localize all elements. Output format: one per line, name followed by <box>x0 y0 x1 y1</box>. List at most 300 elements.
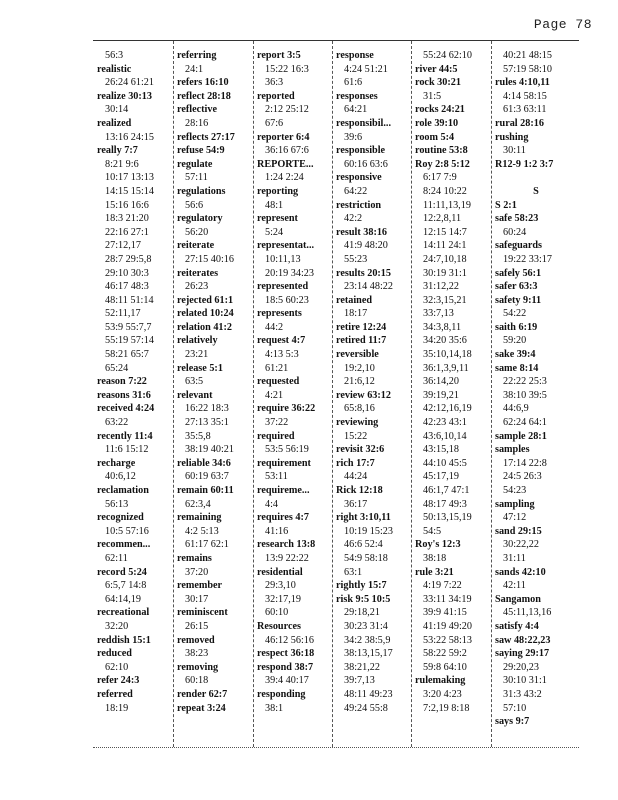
index-term: restriction <box>336 199 382 211</box>
index-reference: 42:11 <box>503 580 526 592</box>
index-reference: 37:20 <box>185 566 209 578</box>
index-reference: 35:10,14,18 <box>423 349 472 361</box>
index-term: result 38:16 <box>336 226 388 238</box>
index-term: refers 16:10 <box>177 77 229 89</box>
index-term: reflects 27:17 <box>177 131 235 143</box>
index-reference: 55:23 <box>344 253 368 265</box>
index-reference: 56:13 <box>105 498 129 510</box>
index-reference: 6:5,7 14:8 <box>105 580 147 592</box>
index-reference: 22:16 27:1 <box>105 226 149 238</box>
index-term: sand 29:15 <box>495 525 542 537</box>
index-term: responsive <box>336 172 382 184</box>
index-reference: 41:16 <box>265 525 289 537</box>
index-term: S 2:1 <box>495 199 517 211</box>
index-term: reiterates <box>177 267 219 279</box>
index-term: responsibil... <box>336 117 392 129</box>
index-term: safer 63:3 <box>495 281 538 293</box>
index-term: reduced <box>97 648 132 660</box>
index-term: request 4:7 <box>257 335 306 347</box>
index-term: rocks 24:21 <box>415 104 465 116</box>
index-term: respond 38:7 <box>257 661 314 673</box>
index-term: reminiscent <box>177 607 228 619</box>
index-reference: 36:14,20 <box>423 376 459 388</box>
index-term: recharge <box>97 457 136 469</box>
index-reference: 22:22 25:3 <box>503 376 547 388</box>
index-column <box>257 49 331 715</box>
index-reference: 61:17 62:1 <box>185 539 229 551</box>
index-reference: 60:24 <box>503 226 527 238</box>
index-term: safeguards <box>495 240 542 252</box>
index-reference: 8:24 10:22 <box>423 185 467 197</box>
index-reference: 29:3,10 <box>265 580 296 592</box>
index-reference: 34:20 35:6 <box>423 335 467 347</box>
index-term: representat... <box>257 240 315 252</box>
index-reference: 60:19 63:7 <box>185 471 229 483</box>
index-reference: 64:14,19 <box>105 593 141 605</box>
index-reference: 28:7 29:5,8 <box>105 253 152 265</box>
index-reference: 12:15 14:7 <box>423 226 467 238</box>
index-reference: 4:24 51:21 <box>344 63 388 75</box>
index-term: regulate <box>177 158 213 170</box>
index-term: reflective <box>177 104 217 116</box>
index-term: removing <box>177 661 219 673</box>
index-term: samples <box>495 444 530 456</box>
index-term: review 63:12 <box>336 389 391 401</box>
index-reference: 65:8,16 <box>344 403 375 415</box>
index-reference: 60:10 <box>265 607 289 619</box>
index-reference: 54:9 58:18 <box>344 552 388 564</box>
index-reference: 11:6 15:12 <box>105 444 149 456</box>
index-term: reasons 31:6 <box>97 389 151 401</box>
index-term: referred <box>97 688 133 700</box>
index-reference: 24:7,10,18 <box>423 253 467 265</box>
index-term: responses <box>336 90 378 102</box>
index-reference: 1:24 2:24 <box>265 172 304 184</box>
index-term: relation 41:2 <box>177 321 232 333</box>
index-term: recognized <box>97 512 144 524</box>
index-term: reported <box>257 90 295 102</box>
index-reference: 16:22 18:3 <box>185 403 229 415</box>
index-term: sands 42:10 <box>495 566 546 578</box>
index-term: requested <box>257 376 300 388</box>
index-term: saying 29:17 <box>495 648 550 660</box>
index-term: same 8:14 <box>495 362 539 374</box>
index-term: require 36:22 <box>257 403 316 415</box>
index-reference: 53:22 58:13 <box>423 634 472 646</box>
index-term: revisit 32:6 <box>336 444 385 456</box>
index-reference: 30:17 <box>185 593 209 605</box>
index-reference: 18:19 <box>105 702 129 714</box>
index-reference: 36:17 <box>344 498 368 510</box>
index-reference: 23:14 48:22 <box>344 281 393 293</box>
index-reference: 44:10 45:5 <box>423 457 467 469</box>
index-reference: 64:21 <box>344 104 368 116</box>
index-column <box>415 49 490 715</box>
index-reference: 48:1 <box>265 199 284 211</box>
section-letter: S <box>533 185 539 197</box>
index-reference: 58:22 59:2 <box>423 648 467 660</box>
index-reference: 11:11,13,19 <box>423 199 471 211</box>
index-reference: 20:19 34:23 <box>265 267 314 279</box>
index-reference: 4:13 5:3 <box>265 349 299 361</box>
index-reference: 58:21 65:7 <box>105 349 149 361</box>
index-reference: 42:12,16,19 <box>423 403 472 415</box>
index-term: rule 3:21 <box>415 566 454 578</box>
index-reference: 7:2,19 8:18 <box>423 702 470 714</box>
index-term: Roy's 12:3 <box>415 539 461 551</box>
index-term: requireme... <box>257 485 310 496</box>
index-term: recommen... <box>97 539 151 551</box>
index-term: realized <box>97 117 132 129</box>
index-term: reporter 6:4 <box>257 131 310 143</box>
index-reference: 43:15,18 <box>423 444 459 456</box>
index-reference: 39:4 40:17 <box>265 675 309 687</box>
index-reference: 54:5 <box>423 525 442 537</box>
index-reference: 30:11 <box>503 145 526 157</box>
index-term: requirement <box>257 457 311 469</box>
index-term: R12-9 1:2 3:7 <box>495 158 554 170</box>
index-term: safely 56:1 <box>495 267 542 279</box>
index-reference: 38:23 <box>185 648 209 660</box>
index-reference: 59:8 64:10 <box>423 661 467 673</box>
index-reference: 13:9 22:22 <box>265 552 309 564</box>
index-term: reclamation <box>97 485 149 496</box>
index-term: reddish 15:1 <box>97 634 151 646</box>
index-reference: 26:15 <box>185 620 209 632</box>
index-reference: 4:2 5:13 <box>185 525 219 537</box>
index-term: reporting <box>257 185 299 197</box>
index-reference: 61:21 <box>265 362 289 374</box>
index-reference: 27:13 35:1 <box>185 417 229 429</box>
index-term: retained <box>336 294 373 306</box>
index-term: represents <box>257 308 302 320</box>
index-reference: 12:2,8,11 <box>423 213 462 225</box>
index-term: recreational <box>97 607 150 619</box>
index-reference: 32:3,15,21 <box>423 294 467 306</box>
index-reference: 8:21 9:6 <box>105 158 139 170</box>
index-term: relatively <box>177 335 218 347</box>
index-reference: 18:17 <box>344 308 368 320</box>
index-term: rushing <box>495 131 529 143</box>
index-reference: 31:11 <box>503 552 526 564</box>
index-reference: 44:24 <box>344 471 368 483</box>
index-term: reiterate <box>177 240 215 252</box>
index-term: retired 11:7 <box>336 335 387 347</box>
index-term: reversible <box>336 349 379 361</box>
index-reference: 13:16 24:15 <box>105 131 154 143</box>
index-term: really 7:7 <box>97 145 138 157</box>
index-reference: 40:21 48:15 <box>503 50 552 61</box>
index-reference: 35:5,8 <box>185 430 211 442</box>
index-reference: 42:23 43:1 <box>423 417 467 429</box>
index-reference: 49:24 55:8 <box>344 702 388 714</box>
index-term: related 10:24 <box>177 308 234 320</box>
index-term: required <box>257 430 295 442</box>
index-reference: 44:6,9 <box>503 403 529 415</box>
index-reference: 18:5 60:23 <box>265 294 309 306</box>
index-reference: 39:6 <box>344 131 363 143</box>
index-term: rulemaking <box>415 675 466 687</box>
index-term: record 5:24 <box>97 566 147 578</box>
index-reference: 36:16 67:6 <box>265 145 309 157</box>
index-term: received 4:24 <box>97 403 155 415</box>
index-reference: 37:22 <box>265 417 289 429</box>
index-reference: 61:6 <box>344 77 363 89</box>
index-reference: 39:7,13 <box>344 675 375 687</box>
index-term: render 62:7 <box>177 688 228 700</box>
index-reference: 53:9 55:7,7 <box>105 321 152 333</box>
index-reference: 60:18 <box>185 675 209 687</box>
index-reference: 4:14 58:15 <box>503 90 547 102</box>
index-reference: 30:14 <box>105 104 129 116</box>
index-reference: 38:18 <box>423 552 447 564</box>
index-reference: 32:17,19 <box>265 593 301 605</box>
index-reference: 55:24 62:10 <box>423 50 472 61</box>
index-reference: 46:12 56:16 <box>265 634 314 646</box>
index-term: recently 11:4 <box>97 430 153 442</box>
index-term: regulatory <box>177 213 223 225</box>
index-term: remain 60:11 <box>177 485 234 496</box>
index-term: sampling <box>495 498 535 510</box>
index-term: regulations <box>177 185 226 197</box>
index-reference: 4:21 <box>265 389 284 401</box>
index-reference: 10:11,13 <box>265 253 301 265</box>
index-reference: 36:3 <box>265 77 284 89</box>
index-reference: 63:22 <box>105 417 129 429</box>
index-reference: 2:12 25:12 <box>265 104 309 116</box>
index-term: realistic <box>97 63 132 75</box>
index-term: refer 24:3 <box>97 675 140 687</box>
index-term: referring <box>177 50 217 61</box>
index-reference: 45:11,13,16 <box>503 607 552 619</box>
index-reference: 33:11 34:19 <box>423 593 472 605</box>
index-reference: 29:20,23 <box>503 661 539 673</box>
index-reference: 19:22 33:17 <box>503 253 552 265</box>
index-reference: 62:24 64:1 <box>503 417 547 429</box>
index-term: Sangamon <box>495 593 541 605</box>
index-term: relevant <box>177 389 213 401</box>
index-reference: 14:15 15:14 <box>105 185 154 197</box>
index-reference: 24:5 26:3 <box>503 471 542 483</box>
index-term: reviewing <box>336 417 379 429</box>
index-term: rich 17:7 <box>336 457 375 469</box>
index-reference: 57:19 58:10 <box>503 63 552 75</box>
index-term: response <box>336 50 374 61</box>
index-reference: 64:22 <box>344 185 368 197</box>
index-reference: 54:22 <box>503 308 527 320</box>
index-reference: 48:11 51:14 <box>105 294 154 306</box>
index-reference: 23:21 <box>185 349 209 361</box>
index-term: rules 4:10,11 <box>495 77 550 89</box>
blank-line <box>495 171 577 185</box>
index-term: remaining <box>177 512 222 524</box>
index-term: reflect 28:18 <box>177 90 231 102</box>
index-reference: 34:2 38:5,9 <box>344 634 391 646</box>
index-term: Roy 2:8 5:12 <box>415 158 470 170</box>
index-reference: 5:24 <box>265 226 284 238</box>
index-term: risk 9:5 10:5 <box>336 593 391 605</box>
index-reference: 19:2,10 <box>344 362 375 374</box>
index-reference: 47:12 <box>503 512 527 524</box>
index-reference: 24:1 <box>185 63 204 75</box>
index-reference: 56:6 <box>185 199 204 211</box>
index-reference: 45:17,19 <box>423 471 459 483</box>
index-reference: 27:15 40:16 <box>185 253 234 265</box>
index-reference: 46:17 48:3 <box>105 281 149 293</box>
index-reference: 15:22 16:3 <box>265 63 309 75</box>
index-column <box>97 49 172 715</box>
index-reference: 31:12,22 <box>423 281 459 293</box>
index-reference: 26:23 <box>185 281 209 293</box>
index-reference: 10:19 15:23 <box>344 525 393 537</box>
index-reference: 31:3 43:2 <box>503 688 542 700</box>
index-reference: 15:16 16:6 <box>105 199 149 211</box>
index-reference: 38:1 <box>265 702 284 714</box>
index-term: right 3:10,11 <box>336 512 391 524</box>
index-reference: 57:11 <box>185 172 208 184</box>
index-reference: 31:5 <box>423 90 442 102</box>
index-reference: 30:10 31:1 <box>503 675 547 687</box>
index-term: requires 4:7 <box>257 512 309 524</box>
index-reference: 34:3,8,11 <box>423 321 462 333</box>
index-reference: 48:17 49:3 <box>423 498 467 510</box>
index-reference: 4:19 7:22 <box>423 580 462 592</box>
index-reference: 15:22 <box>344 430 368 442</box>
index-term: rightly 15:7 <box>336 580 387 592</box>
index-term: represent <box>257 213 298 225</box>
word-index <box>93 41 579 747</box>
index-term: satisfy 4:4 <box>495 620 539 632</box>
index-term: safety 9:11 <box>495 294 542 306</box>
index-term: sake 39:4 <box>495 349 536 361</box>
index-reference: 18:3 21:20 <box>105 213 149 225</box>
index-column <box>336 49 410 715</box>
index-term: realize 30:13 <box>97 90 152 102</box>
index-reference: 28:16 <box>185 117 209 129</box>
index-term: rejected 61:1 <box>177 294 234 306</box>
index-reference: 41:9 48:20 <box>344 240 388 252</box>
index-reference: 54:23 <box>503 485 527 496</box>
index-reference: 42:2 <box>344 213 363 225</box>
index-term: removed <box>177 634 215 646</box>
index-reference: 6:17 7:9 <box>423 172 457 184</box>
index-reference: 57:10 <box>503 702 527 714</box>
index-term: saw 48:22,23 <box>495 634 551 646</box>
index-term: report 3:5 <box>257 50 301 61</box>
index-reference: 50:13,15,19 <box>423 512 472 524</box>
index-reference: 55:19 57:14 <box>105 335 154 347</box>
index-reference: 67:6 <box>265 117 284 129</box>
index-term: remember <box>177 580 223 592</box>
index-term: Resources <box>257 620 301 632</box>
index-column <box>177 49 252 715</box>
index-term: rock 30:21 <box>415 77 461 89</box>
index-term: reliable 34:6 <box>177 457 231 469</box>
index-term: safe 58:23 <box>495 213 539 225</box>
index-term: responding <box>257 688 306 700</box>
index-reference: 56:3 <box>105 50 124 61</box>
index-term: remains <box>177 552 212 564</box>
index-reference: 63:1 <box>344 566 363 578</box>
index-reference: 39:9 41:15 <box>423 607 467 619</box>
index-term: saith 6:19 <box>495 321 538 333</box>
index-reference: 30:23 31:4 <box>344 620 388 632</box>
index-reference: 53:11 <box>265 471 288 483</box>
index-reference: 36:1,3,9,11 <box>423 362 469 374</box>
index-reference: 62:3,4 <box>185 498 211 510</box>
index-term: residential <box>257 566 303 578</box>
index-reference: 60:16 63:6 <box>344 158 388 170</box>
index-reference: 10:17 13:13 <box>105 172 154 184</box>
index-term: release 5:1 <box>177 362 223 374</box>
index-reference: 17:14 22:8 <box>503 457 547 469</box>
index-reference: 4:4 <box>265 498 279 510</box>
index-reference: 29:10 30:3 <box>105 267 149 279</box>
index-term: results 20:15 <box>336 267 391 279</box>
index-reference: 65:24 <box>105 362 129 374</box>
index-reference: 43:6,10,14 <box>423 430 467 442</box>
index-reference: 38:10 39:5 <box>503 389 547 401</box>
index-term: role 39:10 <box>415 117 459 129</box>
index-reference: 44:2 <box>265 321 284 333</box>
index-reference: 62:11 <box>105 552 128 564</box>
index-reference: 21:6,12 <box>344 376 375 388</box>
index-term: sample 28:1 <box>495 430 547 442</box>
index-frame <box>93 40 579 748</box>
index-reference: 27:12,17 <box>105 240 141 252</box>
index-term: routine 53:8 <box>415 145 468 157</box>
index-reference: 63:5 <box>185 376 204 388</box>
index-term: represented <box>257 281 309 293</box>
index-term: says 9:7 <box>495 716 530 728</box>
index-reference: 38:13,15,17 <box>344 648 393 660</box>
index-term: rural 28:16 <box>495 117 544 129</box>
index-term: respect 36:18 <box>257 648 315 660</box>
index-reference: 38:19 40:21 <box>185 444 234 456</box>
index-reference: 62:10 <box>105 661 129 673</box>
index-reference: 59:20 <box>503 335 527 347</box>
index-reference: 46:6 52:4 <box>344 539 383 551</box>
index-reference: 48:11 49:23 <box>344 688 393 700</box>
index-reference: 56:20 <box>185 226 209 238</box>
index-reference: 53:5 56:19 <box>265 444 309 456</box>
index-reference: 33:7,13 <box>423 308 454 320</box>
index-term: REPORTE... <box>257 158 314 170</box>
index-reference: 41:19 49:20 <box>423 620 472 632</box>
index-term: research 13:8 <box>257 539 316 551</box>
index-reference: 10:5 57:16 <box>105 525 149 537</box>
index-reference: 3:20 4:23 <box>423 688 462 700</box>
index-reference: 26:24 61:21 <box>105 77 154 89</box>
index-reference: 61:3 63:11 <box>503 104 547 116</box>
index-term: refuse 54:9 <box>177 145 225 157</box>
index-reference: 38:21,22 <box>344 661 380 673</box>
index-reference: 32:20 <box>105 620 129 632</box>
index-reference: 52:11,17 <box>105 308 141 320</box>
index-reference: 30:19 31:1 <box>423 267 467 279</box>
index-reference: 30:22,22 <box>503 539 539 551</box>
index-reference: 46:1,7 47:1 <box>423 485 470 496</box>
index-term: reason 7:22 <box>97 376 147 388</box>
index-term: responsible <box>336 145 386 157</box>
index-term: room 5:4 <box>415 131 455 143</box>
index-reference: 39:19,21 <box>423 389 459 401</box>
index-term: Rick 12:18 <box>336 485 383 496</box>
page-number: Page 78 <box>533 17 592 32</box>
index-term: retire 12:24 <box>336 321 387 333</box>
index-reference: 14:11 24:1 <box>423 240 467 252</box>
index-reference: 29:18,21 <box>344 607 380 619</box>
